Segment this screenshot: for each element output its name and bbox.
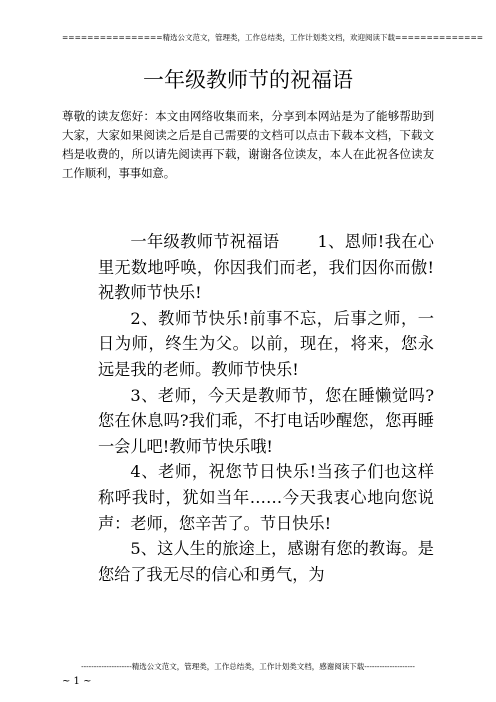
document-body: [98, 229, 434, 587]
paragraph-3: 3、老师，今天是教师节，您在睡懒觉吗?您在休息吗?我们乖，不打电话吵醒您，您再睡一会儿吧!教师节快乐哦!: [98, 385, 434, 456]
paragraph-text: 1、恩师!我在心里无数地呼唤，你因我们而老，我们因你而傲!祝教师节快乐!: [98, 232, 434, 303]
paragraph-4: 4、老师，祝您节日快乐!当孩子们也这样称呼我时，犹如当年……今天我衷心地向您说声：老师，您辛苦了。节日快乐!: [98, 462, 434, 533]
page-header: ================精选公文范文，管理类，工作总结类，工作计划类文档，欢迎阅读下载==============: [62, 33, 484, 42]
paragraph-5: 5、这人生的旅途上，感谢有您的教诲。是您给了我无尽的信心和勇气，为: [98, 539, 434, 584]
reader-notice: 尊敬的读友您好：本文由网络收集而来，分享到本网站是为了能够帮助到大家，大家如果阅读之后是自己需要的文档可以点击下载本文档，下载文档是收费的，所以请先阅读再下载，谢谢各位读友，本人在此祝各位读友工作顺利，事事如意。: [62, 109, 434, 180]
page-number: ~ 1 ~: [62, 676, 92, 687]
paragraph-1: [98, 229, 434, 306]
document-title: 一年级教师节的祝福语: [143, 68, 353, 92]
paragraph-2: 2、教师节快乐!前事不忘，后事之师，一日为师，终生为父。以前，现在，将来，您永远是我的老师。教师节快乐!: [98, 308, 434, 379]
section-lead: 一年级教师节祝福语: [130, 232, 280, 251]
page-footer: --------------------精选公文范文，管理类，工作总结类，工作计划类文档，感谢阅读下载--------------------: [81, 662, 415, 671]
